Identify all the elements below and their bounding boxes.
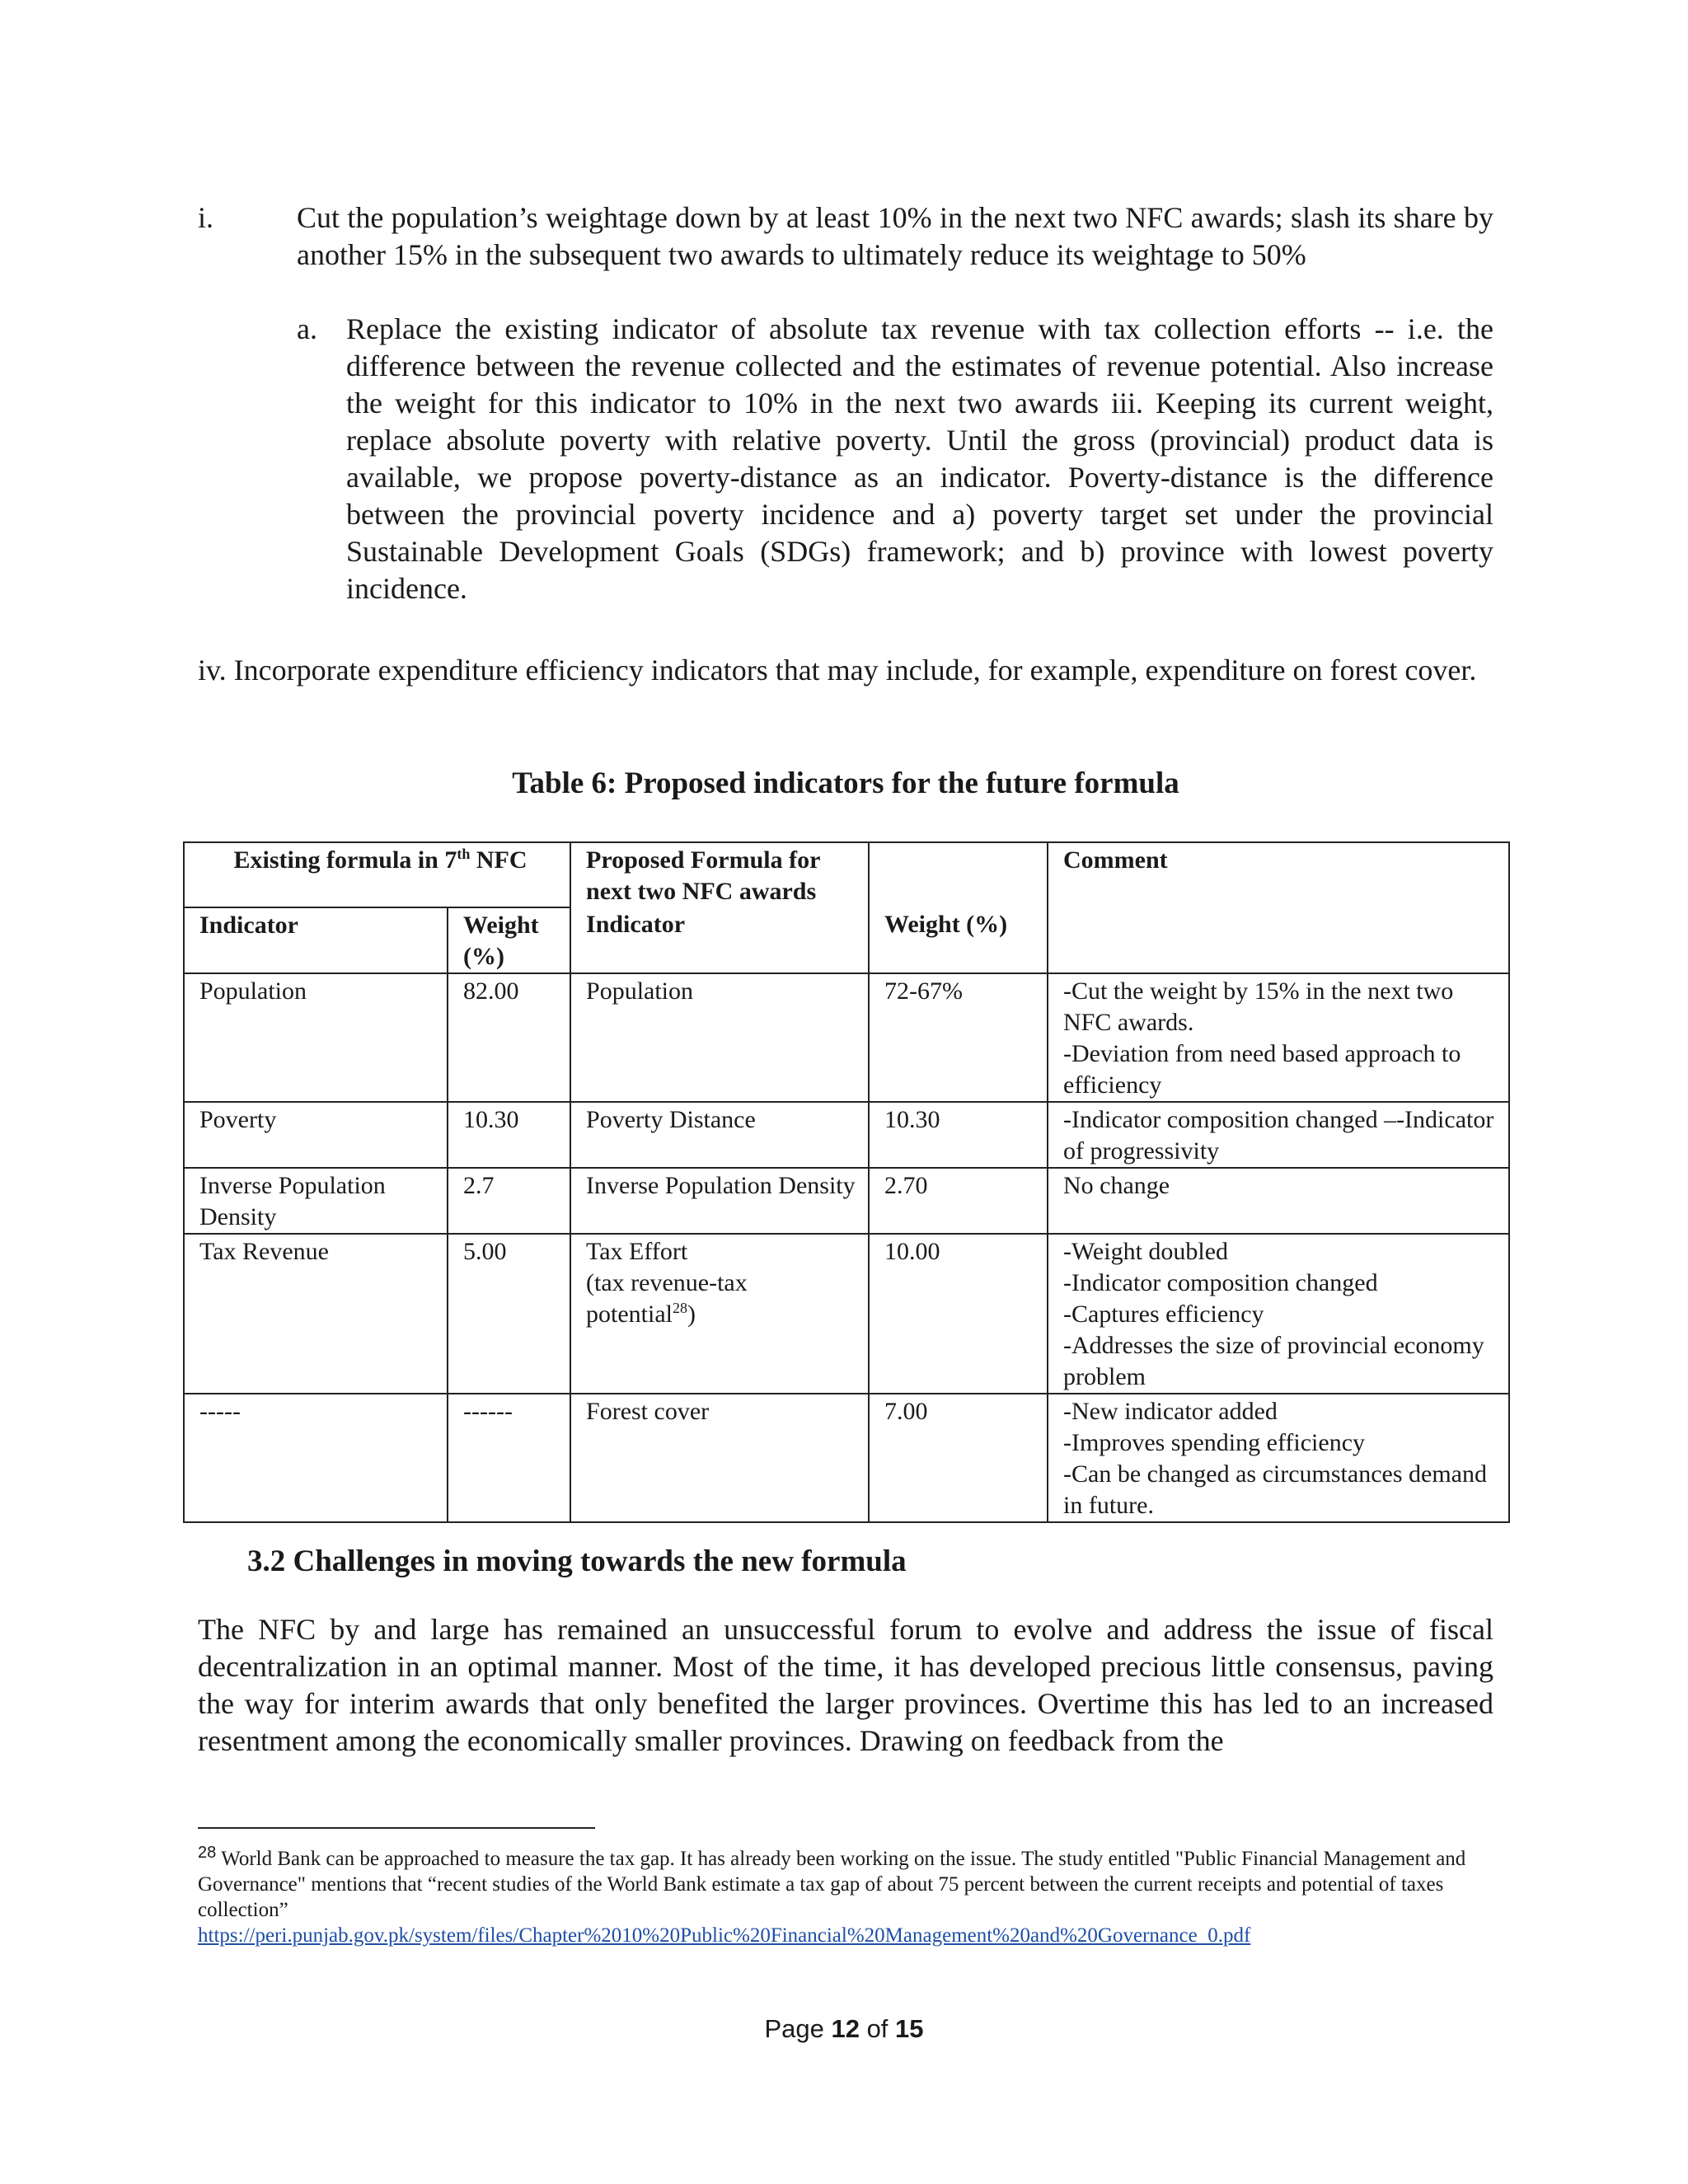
proposed-indicator-name: Tax Effort (586, 1238, 688, 1265)
comment-line: -Addresses the size of provincial economy problem (1063, 1332, 1484, 1390)
cell-proposed-weight: 10.00 (869, 1234, 1048, 1394)
weight-header: Weight (%) (448, 907, 570, 973)
cell-proposed-indicator: Population (570, 973, 869, 1102)
cell-weight: 10.30 (448, 1102, 570, 1168)
cell-comment (1048, 1168, 1509, 1234)
cell-proposed-indicator: Forest cover (570, 1394, 869, 1522)
list-item-text: Replace the existing indicator of absolute tax revenue with tax collection efforts -- i.e. the difference between the revenue collected and the estimates of revenue potential. Also increase the weight for this indicator to 10% in the next two awards iii. Keeping its current weight, replace absolute poverty with relative poverty. Until the gross (provincial) product data is available, we propose poverty-distance as an indicator. Poverty-distance is the difference between the provincial poverty incidence and a) poverty target set under the provincial Sustainable Development Goals (SDGs) framework; and b) province with lowest poverty incidence. (346, 312, 1493, 605)
table-row (184, 1102, 1509, 1168)
comment-line: -New indicator added (1063, 1398, 1278, 1425)
page-number: Page 12 of 15 (764, 2014, 924, 2043)
footnote (198, 1843, 1484, 1948)
cell-proposed-weight: 72-67% (869, 973, 1048, 1102)
comment-line: -Weight doubled (1063, 1238, 1229, 1265)
total-pages: 15 (895, 2014, 924, 2043)
proposed-indicator-header: Indicator (570, 907, 869, 973)
cell-proposed-indicator (570, 1234, 869, 1394)
comment-line: No change (1063, 1172, 1170, 1199)
proposed-weight-header: Weight (%) (869, 907, 1048, 973)
footnote-divider (198, 1827, 595, 1829)
list-item-text: Cut the population’s weightage down by at least 10% in the next two NFC awards; slash its share by another 15% in the subsequent two awards to ultimately reduce its weightage to 50% (297, 201, 1493, 271)
cell-comment (1048, 973, 1509, 1102)
empty-header-cell (869, 842, 1048, 907)
cell-comment (1048, 1234, 1509, 1394)
cell-weight: 2.7 (448, 1168, 570, 1234)
cell-indicator: Population (184, 973, 448, 1102)
indicator-header: Indicator (184, 907, 448, 973)
comment-line: -Can be changed as circumstances demand in future. (1063, 1460, 1487, 1519)
cell-indicator: Inverse Population Density (184, 1168, 448, 1234)
cell-weight: 5.00 (448, 1234, 570, 1394)
current-page: 12 (831, 2014, 860, 2043)
cell-indicator: ----- (184, 1394, 448, 1522)
comment-header: Comment (1048, 842, 1509, 973)
section-heading: 3.2 Challenges in moving towards the new formula (247, 1544, 907, 1578)
cell-proposed-indicator: Poverty Distance (570, 1102, 869, 1168)
proposed-indicator-note: (tax revenue-tax potential$^{28}$) (586, 1269, 748, 1328)
comment-line: -Improves spending efficiency (1063, 1429, 1366, 1456)
cell-proposed-indicator: Inverse Population Density (570, 1168, 869, 1234)
table-caption: Table 6: Proposed indicators for the future formula (512, 766, 1179, 800)
table-row (184, 1234, 1509, 1394)
cell-indicator: Poverty (184, 1102, 448, 1168)
proposed-formula-header: Proposed Formula for next two NFC awards (570, 842, 869, 907)
cell-proposed-weight: 10.30 (869, 1102, 1048, 1168)
cell-comment (1048, 1102, 1509, 1168)
cell-proposed-weight: 7.00 (869, 1394, 1048, 1522)
cell-proposed-weight: 2.70 (869, 1168, 1048, 1234)
cell-weight: 82.00 (448, 973, 570, 1102)
footnote-ref: 28 (673, 1300, 687, 1316)
table-row (184, 1394, 1509, 1522)
section-paragraph: The NFC by and large has remained an unsuccessful forum to evolve and address the issue of fiscal decentralization in an optimal manner. Most of the time, it has developed precious little consensus, paving the way for interim awards that only benefited the larger provinces. Overtime this has led to an increased resentment among the economically smaller provinces. Drawing on feedback from the (198, 1613, 1493, 1757)
footnote-number: 28 (198, 1843, 217, 1862)
list-marker: i. (198, 201, 214, 234)
table-row (184, 1168, 1509, 1234)
comment-line: -Captures efficiency (1063, 1301, 1264, 1328)
table-group-header-row (184, 842, 1509, 907)
list-marker: a. (297, 312, 317, 345)
comment-line: -Indicator composition changed –-Indicator of progressivity (1063, 1106, 1494, 1165)
footnote-link[interactable]: https://peri.punjab.gov.pk/system/files/Chapter%2010%20Public%20Financial%20Management%20and%20Governance_0.pdf (198, 1924, 1251, 1947)
comment-line: -Indicator composition changed (1063, 1269, 1378, 1296)
table-row (184, 973, 1509, 1102)
comment-line: -Deviation from need based approach to efficiency (1063, 1040, 1461, 1099)
cell-indicator: Tax Revenue (184, 1234, 448, 1394)
cell-weight: ------ (448, 1394, 570, 1522)
indicators-table (183, 841, 1510, 1523)
list-item-iv: iv. Incorporate expenditure efficiency indicators that may include, for example, expenditure on forest cover. (198, 654, 1477, 687)
cell-comment (1048, 1394, 1509, 1522)
footnote-text: World Bank can be approached to measure the tax gap. It has already been working on the issue. The study entitled "Public Financial Management and Governance" mentions that “recent studies of the World Bank estimate a tax gap of about 75 percent between the current receipts and potential of taxes collection” (198, 1848, 1466, 1921)
comment-line: -Cut the weight by 15% in the next two NFC awards. (1063, 977, 1454, 1036)
existing-formula-header: Existing formula in 7th NFC (184, 842, 570, 907)
